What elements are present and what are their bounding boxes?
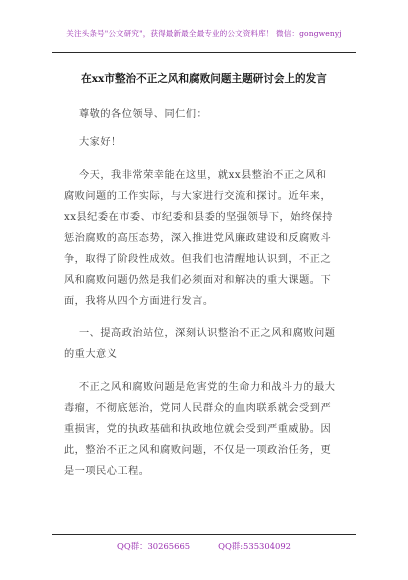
paragraph-line: 今天，我非常荣幸能在这里，就xx县整治不正之风和 [79, 170, 327, 181]
header-divider [52, 52, 356, 53]
paragraph-line: 不正之风和腐败问题是危害党的生命力和战斗力的最大 [79, 382, 336, 393]
paragraph-line: 毒瘤，不彻底惩治，党同人民群众的血肉联系就会受到严 [64, 403, 332, 414]
paragraph-line: 风和腐败问题仍然是我们必须面对和解决的重大课题。下 [64, 275, 332, 286]
section-heading-line: 的重大意义 [64, 349, 118, 360]
paragraph-line: 面，我将从四个方面进行发言。 [64, 296, 214, 307]
paragraph-line: 争，取得了阶段性成效。但我们也清醒地认识到，不正之 [64, 254, 332, 265]
salutation: 尊敬的各位领导、同仁们： [79, 109, 208, 120]
footer-qq-group-1: QQ群：30265665 [117, 541, 191, 551]
footer-divider [52, 534, 356, 535]
paragraph-line: xx县纪委在市委、市纪委和县委的坚强领导下，始终保持 [64, 212, 333, 223]
paragraph-line: 腐败问题的工作实际，与大家进行交流和探讨。近年来， [64, 191, 332, 202]
paragraph-line: 是一项民心工程。 [64, 466, 150, 477]
paragraph-line: 惩治腐败的高压态势，深入推进党风廉政建设和反腐败斗 [64, 233, 332, 244]
footer-contacts [0, 540, 408, 552]
paragraph-line: 此，整治不正之风和腐败问题，不仅是一项政治任务，更 [64, 445, 332, 456]
section-heading-line: 一、提高政治站位，深刻认识整治不正之风和腐败问题 [79, 328, 336, 339]
header-promo-note: 关注头条号"公文研究"，获得最新最全最专业的公文资料库！ 微信：gongwenyj [66, 29, 342, 38]
greeting: 大家好！ [79, 137, 122, 148]
footer-qq-group-2: QQ群:535304092 [218, 541, 291, 551]
paragraph-line: 重损害，党的执政基础和执政地位就会受到严重威胁。因 [64, 424, 332, 435]
document-title: 在xx市整治不正之风和腐败问题主题研讨会上的发言 [81, 73, 327, 85]
